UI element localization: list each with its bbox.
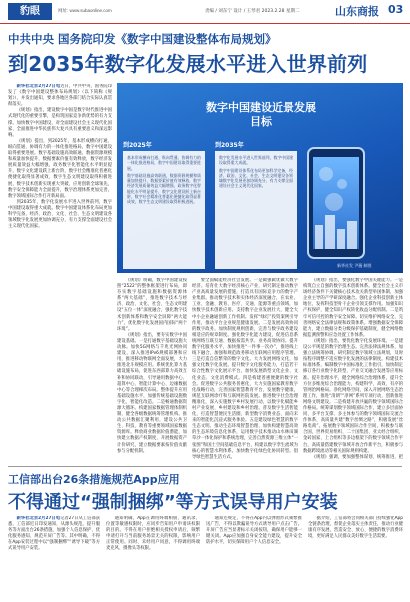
article1-column-1: [8, 84, 112, 459]
article1-paragraph: 《规划》指出，建设数字中国是数字时代推进中国式现代化的重要引擎，是构筑国家竞争新优势的有力支撑。加快数字中国建设，对全面建设社会主义现代化国家、全面推进中华民族伟大复兴具有重要意义和深远影响。: [8, 108, 112, 138]
article1-headline: 到2035年数字化发展水平进入世界前列: [8, 52, 368, 76]
article1-paragraph: 《规划》指出，要强化数字中国关键能力。一是构筑自立自强的数字技术创新体系。健全社会主义市场经济条件下关键核心技术攻关新型举国体制，加强企业主导的产学研深度融合。强化企业科技创新主体地位，发挥科技型骨干企业引领支撑作用。加强知识产权保护，健全知识产权转化收益分配机制。二是筑牢可信可控的数字安全屏障。切实维护网络安全，完善网络安全法律法规和政策体系。增强数据安全保障能力，建立数据分类分级保护基础制度，健全网络数据监测预警和应急处置工作体系。: [303, 278, 403, 338]
article2-headline: 不得通过“强制捆绑”等方式误导用户安装: [8, 492, 338, 513]
bubble-icon: [337, 179, 347, 189]
building-icon: [325, 215, 335, 249]
bubble-icon: [325, 193, 343, 211]
infographic-panel: [117, 83, 403, 273]
page-number: 03: [388, 3, 404, 16]
article2-paragraph: 通知明确，App在调用终端相册、通讯录、位置等敏感权限时，应同步告知用户申请该权限的目的。不得在用户拒绝相关授权申请后，频繁申请打开与当前服务场景无关的权限，影响用户正常使用。同时，未经用户同意，不得调用终端麦克风、摄像头等权限。: [106, 516, 200, 552]
masthead: [0, 0, 410, 24]
phone-screen: [313, 157, 359, 249]
section-divider: [8, 466, 402, 467]
article2-paragraph: 记者27日从工信部获悉，工信部近日印发通知，从源头规范、提升服务等方面出台26条措施，加强个人信息保护、优化服务感知、规范开屏广告等。其中明确，不得在App安装过程中以“强制捆绑”“诱导下载”等方式误导用户安装。: [8, 516, 100, 552]
article1-kicker: 中共中央 国务院印发《数字中国建设整体布局规划》: [8, 32, 277, 46]
article1-paragraph: 《规划》指出，要夯实数字中国建设基础。一是打通数字基础设施大动脉。加快5G网络与千兆光网协同建设，深入推进IPv6规模部署和应用，推进移动物联网全面发展，大力推进北斗规模应用。系统优化算力基础设施布局，促进东西部算力高效互补和协同联动，引导通用数据中心、超算中心、智能计算中心、边缘数据中心等合理梯次布局。整体提升应用基础设施水平，加强传统基础设施数字化、智能化改造。二是畅通数据资源大循环。构建国家数据管理体制机制，健全各级数据统筹管理机构。推动公共数据汇聚利用，建设公共卫生、科技、教育等重要领域国家数据资源库。释放商业数据价值潜能，加快建立数据产权制度，开展数据资产计价研究，建立数据要素按价值贡献参与分配机制。: [117, 332, 187, 454]
goal-text: 基本形成横向打通、纵向贯通、协调有力的一体化推进格局，数字中国建设取得重要进展。: [127, 155, 201, 171]
building-icon: [315, 225, 323, 249]
goal-text: 数字化发展水平进入世界前列，数字中国建设取得重大成就。: [219, 155, 293, 166]
bubble-icon: [319, 167, 333, 181]
article2-column-4: [308, 516, 403, 598]
building-icon: [337, 229, 345, 249]
smartphone-illustration: [307, 147, 365, 259]
article1-column-4: [303, 278, 403, 459]
article1-column-2: [117, 278, 187, 459]
article1-column-3: [192, 278, 298, 459]
credits: 责编 / 刘东宁 设计 / 王琴君 2023.2.28 星期二: [205, 9, 300, 14]
article2-kicker: 工信部出台26条措施规范App应用: [8, 473, 180, 486]
article2-paragraph: 据介绍，工信部将会同相关部门持续强化App全链条治理，督促企业落实主体责任，推动行业健康有序发展，营造安全、放心、便捷的数字消费环境，更好满足人民群众美好数字生活需要。: [308, 516, 403, 540]
article1-paragraph: 《规划》强调，要加强整体谋划、统筹推进，把: [311, 454, 403, 459]
goal-box-2025: [123, 151, 205, 269]
article1-paragraph: 《规划》指出，要优化数字化发展环境。一是建设公平规范的数字治理生态。完善法律法规体系，加强立法统筹协调，研究制定数字领域立法规划，及时按程序调整不适应数字化发展的法律制度。构建技术标准体系，编制数字中国标准化工作指引，加快制定修订各行业数字化转型、产业交叉融合发展等应用标准。提升治理水平，健全网络综合治理体系，提升全方位多维度综合治理能力，构建科学、高效、有序的管网治网格局。净化网络空间，深入开展网络生态治理工作，推进“清朗”“净网”系列专项行动，创新推进网络文明建设。二是构建开放共赢的数字领域国际合作格局。统筹谋划数字领域国际合作，建立多层面协同、多平台支撑、多主体参与的数字领域国际交流合作体系，高质量共建“数字丝绸之路”，积极发展“丝路电商”。拓展数字领域国际合作空间，积极参与联合国、世界贸易组织、二十国集团、亚太经合组织、金砖国家、上合组织等多边框架下的数字领域合作平台，高质量搭建数字领域开放合作新平台，积极参与数据跨境流动等相关国际规则构建。: [303, 338, 403, 454]
article2-column-2: [106, 516, 200, 598]
section-logo: 豹眼: [8, 3, 52, 20]
article2-column-3: [206, 516, 302, 598]
article1-paragraph: 到2035年，数字化发展水平进入世界前列，数字中国建设取得重大成就。数字中国建设体系化布局更加科学完备，经济、政治、文化、社会、生态文明建设各领域数字化发展更加协调充分，有力支撑全面建设社会主义现代化国家。: [8, 199, 112, 230]
infographic-year-2035: 到2035年: [215, 142, 244, 149]
building-icon: [347, 221, 357, 249]
article1-paragraph: 《规划》明确，数字中国建设按照“2522”的整体框架进行布局，即夯实数字基础设施和数据资源体系“两大基础”，推进数字技术与经济、政治、文化、社会、生态文明建设“五位一体”深度融合，强化数字技术创新体系和数字安全屏障“两大能力”，优化数字化发展国内国际“两个环境”。: [117, 278, 187, 332]
article2-byline: 新华社北京2月27日电: [16, 516, 61, 521]
article1-paragraph: 近日，中共中央、国务院印发了《数字中国建设整体布局规划》（以下简称《规划》），并发出通知，要求各地区各部门结合实际认真贯彻落实。: [8, 84, 112, 108]
site-url: 网址: www.subaonline.com: [58, 8, 112, 13]
article1-paragraph: 要全面赋能经济社会发展。一是做强做优做大数字经济。培育壮大数字经济核心产业，研究制定推动数字产业高质量发展的措施，打造具有国际竞争力的数字产业集群。推动数字技术和实体经济深度融合，在农业、工业、金融、教育、医疗、交通、能源等重点领域，加快数字技术创新应用。支持数字企业发展壮大，健全大中小企业融通创新工作机制。发挥“绿灯”投资案例引导作用，推动平台企业规范健康发展。二是发展高效协同的数字政务。加快制度规则创新，完善与数字政务建设相适应的规章制度。强化数字化能力建设，促进信息系统网络互联互通、数据按需共享、业务高效协同。提升数字化服务水平，加快推进“一件事一次办”，推进线上线下融合，加强和规范政务移动互联网应用程序管理。三是打造自信繁荣的数字文化。大力发展网络文化，加强文化数字化发展。提升数字文化服务能力，打造若干综合性数字文化展示平台，加快发展新型文化企业、文化业态、文化消费模式。四是构建普惠便捷的数字社会。促进数字公共服务普惠化，大力实施国家教育数字化战略行动，完善国家智慧教育平台，发展数字健康，规范互联网诊疗和互联网医院发展。推进数字社会治理精准化，深入实施数字乡村发展行动，以数字化赋能乡村产业发展、乡村建设和乡村治理。普及数字生活智能化，打造智慧便民生活圈、新型数字消费业态、面向未来的智能化沉浸式服务体验。五是建设绿色智慧的数字生态文明。推动生态环境智慧治理，加快构建智慧高效的生态环境信息化体系，运用数字技术推动山水林田湖草沙一体化保护和系统治理，完善自然资源三维立体“一张图”和国土空间基础信息平台，构建以数字孪生流域为核心的智慧水利体系。加快数字化绿色化协同转型。倡导绿色智慧生活方式。: [192, 278, 298, 459]
infographic-year-2025: 到2025年: [123, 142, 152, 149]
article2-paragraph: 通知还规定，不得在App内以弹窗形式频繁推送广告，不得以欺骗误导方式诱导用户点击广告。开屏广告应当显著标示关闭按钮，确保用户能够一键关闭。App应加强自身安全能力建设，提升安全防护水平，切实保障用户个人信息安全。: [206, 516, 302, 546]
goal-text: 数字中国建设体系化布局更加科学完备，经济、政治、文化、社会、生态文明建设各领域数字化发展更加协调充分，有力支撑全面建设社会主义现代化国家。: [219, 167, 293, 189]
infographic-source: 新华社发 尹薇 制图: [337, 263, 372, 268]
goal-box-2035: [215, 151, 297, 269]
paper-name: 山东商报: [335, 5, 379, 18]
goal-text: 数字基础设施高效联通，数据资源规模和质量加快提升，数据要素价值有效释放，数字经济发展质量效益大幅增强，政务数字化智能化水平明显提升，数字文化建设跃上新台阶，数字社会精准化普惠化便捷化取得显著成效，数字生态文明建设取得积极进展。: [127, 172, 201, 205]
article1-paragraph: 《规划》提出，到2025年，基本形成横向打通、纵向贯通、协调有力的一体化推进格局，数字中国建设取得重要进展。数字基础设施高效联通，数据资源规模和质量加快提升，数据要素价值有效释放，数字经济发展质量效益大幅增强，政务数字化智能化水平明显提升，数字文化建设跃上新台阶，数字社会精准化普惠化便捷化取得显著成效，数字生态文明建设取得积极进展，数字技术创新实现重大突破，应用创新全球领先，数字安全保障能力全面提升，数字治理体系更加完善，数字领域国际合作打开新局面。: [8, 138, 112, 199]
infographic-title: 数字中国建设近景发展目标: [206, 101, 316, 128]
article2-column-1: [8, 516, 100, 598]
article1-byline: 新华社北京2月27日电: [16, 84, 61, 89]
